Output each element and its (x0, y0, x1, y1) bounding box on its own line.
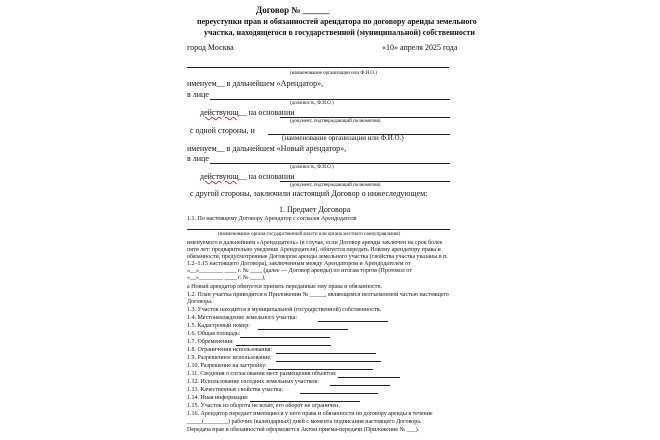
clause-item: 1.11. Сведения о согласовании мест размещения объектов: (187, 371, 337, 377)
fill-line (276, 361, 381, 362)
clause-item: 1.15. Участок из оборота не изъят, его оборот не ограничен. (187, 403, 340, 409)
fill-line (276, 353, 376, 354)
fill-line (187, 229, 450, 230)
hint-doc: (документ, подтверждающий полномочия) (290, 119, 381, 124)
clause-item: 1.6. Общая площадь: (187, 331, 241, 337)
document-subtitle-line2: участка, находящегося в государственной (муниципальной) собственности (204, 28, 475, 37)
clause-1-1-line: обязанности, предусмотренные Договором аренды земельного участка (свойства участка указаны в п. (187, 254, 448, 260)
fill-line (330, 385, 390, 386)
clause-1-16-line: 1.16. Арендатор передает имеющиеся у него права и обязанности по договору аренды в течение (187, 411, 433, 417)
in-person-label: в лице (187, 90, 209, 99)
clause-1-16-line: Передача прав и обязанностей оформляется Актом приема-передачи (Приложение № ___). (187, 427, 420, 433)
acting-label (200, 109, 295, 117)
fill-line (268, 369, 373, 370)
fill-line (250, 401, 360, 402)
fill-line (240, 337, 330, 338)
clause-1-16-line: _____(________) рабочих (календарных) дней с момента подписания настоящего Договора. (187, 419, 422, 425)
acting-suffix-2: __ на основании (238, 172, 295, 181)
clause-item: 1.9. Разрешенное использование: (187, 355, 272, 361)
clause-item: 1.10. Разрешение на застройку: (187, 363, 267, 369)
clause-item: 1.12. Использование соседних земельных участков: (187, 379, 319, 385)
named-new-tenant: именуем__ в дальнейшем «Новый арендатор», (187, 144, 347, 153)
in-person-label-2: в лице (187, 154, 209, 163)
named-tenant: именуем__ в дальнейшем «Арендатор», (187, 79, 324, 88)
section-heading: 1. Предмет Договора (279, 205, 351, 214)
clause-item: 1.4. Местонахождение земельного участка: (187, 315, 298, 321)
document-subtitle-line1: переуступки прав и обязанностей арендатора по договору аренды земельного (197, 17, 477, 26)
hint-position: (должность, Ф.И.О.) (290, 101, 334, 106)
hint-authority: (наименование органа государственной власти или органа местного самоуправления) (218, 232, 401, 237)
fill-line (338, 377, 400, 378)
fill-line (236, 345, 331, 346)
clause-item: 1.5. Кадастровый номер: (187, 323, 250, 329)
other-side-label: с другой стороны, заключили настоящий Договор о нижеследующем: (190, 189, 428, 198)
clause-1-2: 1.2. План участка приводится в Приложении № _____, являющемся неотъемлемой частью настоящего (187, 292, 449, 298)
contract-date: «10» апреля 2025 года (382, 43, 458, 52)
city: город Москва (187, 43, 234, 52)
hint-doc-2: (документ, подтверждающий полномочия) (290, 183, 381, 188)
clause-1-1-line: пяти лет: предварительно уведомив Арендодателя), обязуется передать Новому арендатору права и (187, 247, 441, 253)
fill-line (280, 117, 450, 118)
fill-line (258, 329, 348, 330)
fill-line (300, 393, 378, 394)
fill-line (187, 67, 449, 68)
clause-1-2-cont: Договора. (187, 299, 213, 305)
one-side-label: с одной стороны, и (190, 126, 255, 135)
document-title: Договор № ______ (256, 5, 330, 15)
clause-1-1-line: 1.2–1.15 настоящего Договора), заключенным между Арендатором и Арендодателем от (187, 261, 411, 267)
clause-item: 1.13. Качественные свойства участка: (187, 387, 284, 393)
hint-position-2: (должность, Ф.И.О.) (290, 165, 334, 170)
clause-item: 1.14. Иная информация: (187, 395, 249, 401)
fill-line (210, 99, 450, 100)
acting-word-2: действующ (200, 172, 239, 181)
clause-1-1-line: «__»________ ____ г. № ____ (далее — Договор аренды) по итогам торгов (Протокол от (187, 268, 412, 274)
fill-line (280, 181, 450, 182)
hint-org: (наименование организации или Ф.И.О.) (290, 71, 377, 76)
hint-org2: (наименование организации или Ф.И.О.) (282, 134, 404, 142)
clause-item: 1.8. Ограничения использования: (187, 347, 273, 353)
clause-1-1-line: «__»________ ____ г. № ____), (187, 275, 266, 281)
clause-item: 1.7. Обременения: (187, 339, 234, 345)
acting-suffix: __ на основании (238, 108, 295, 117)
clause-item: 1.3. Участок находится в муниципальной (государственной) собственности. (187, 307, 382, 313)
acting-label-2 (200, 173, 295, 181)
clause-1-1-line: а Новый арендатор обязуется принять переданные ему права и обязанности. (187, 284, 383, 290)
fill-line (318, 321, 388, 322)
clause-1-1-line: именуемого в дальнейшем «Арендодатель» (в случае, если Договор аренды заключен на срок более (187, 240, 443, 246)
clause-1-1: 1.1. По настоящему Договору Арендатор с согласия Арендодателя (187, 216, 357, 222)
acting-word: действующ (200, 108, 239, 117)
fill-line (210, 163, 450, 164)
